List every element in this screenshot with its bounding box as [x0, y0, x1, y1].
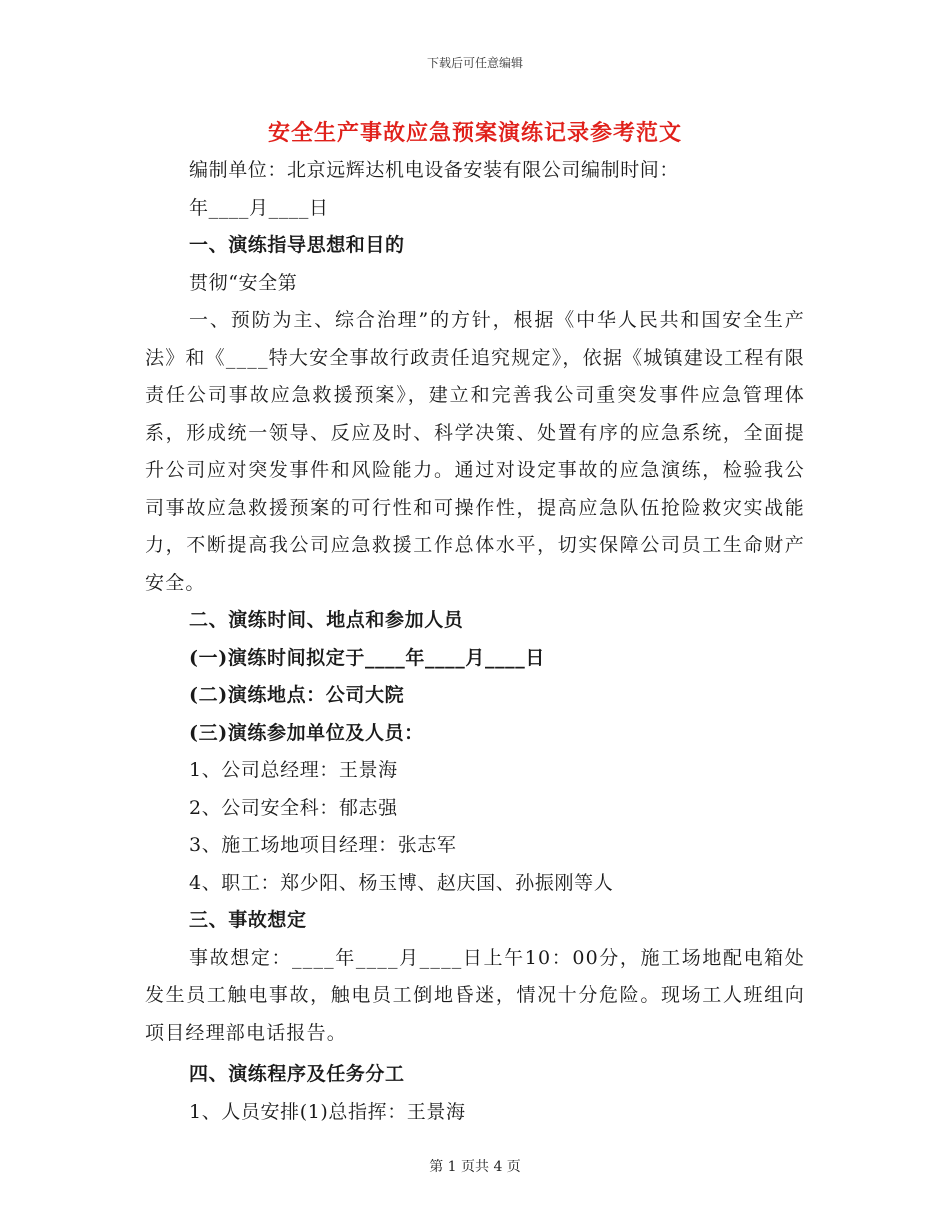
section1-paragraph: 一、预防为主、综合治理”的方针，根据《中华人民共和国安全生产法》和《____特大安全事故行政责任追究规定》，依据《城镇建设工程有限责任公司事故应急救援预案》，建立和完善我公司重突发事件应急管理体系，形成统一领导、反应及时、科学决策、处置有序的应急系统，全面提升公司应对突发事件和风险能力。通过对设定事故的应急演练，检验我公司事故应急救援预案的可行性和可操作性，提高应急队伍抢险救灾实战能力，不断提高我公司应急救援工作总体水平，切实保障公司员工生命财产安全。 — [145, 309, 805, 594]
section4-first-line: 1、人员安排(1)总指挥：王景海 — [189, 1100, 466, 1123]
drill-time: (一)演练时间拟定于____年____月____日 — [189, 646, 545, 669]
date-line: 年____月____日 — [189, 196, 329, 219]
participant-item: 3、施工场地项目经理：张志军 — [189, 834, 457, 856]
document-body — [145, 152, 805, 1131]
section3-paragraph: 事故想定：____年____月____日上午10：00分，施工场地配电箱处发生员工触电事故，触电员工倒地昏迷，情况十分危险。现场工人班组向项目经理部电话报告。 — [145, 946, 805, 1044]
participants-heading: (三)演练参加单位及人员： — [189, 721, 424, 744]
section-heading-4: 四、演练程序及任务分工 — [189, 1063, 405, 1085]
section-heading-1: 一、演练指导思想和目的 — [189, 234, 405, 256]
participant-item: 2、公司安全科：郁志强 — [189, 796, 398, 819]
participant-item: 4、职工：郑少阳、杨玉博、赵庆国、孙振刚等人 — [189, 871, 614, 894]
section-heading-2: 二、演练时间、地点和参加人员 — [189, 609, 464, 631]
header-note: 下载后可任意编辑 — [426, 56, 523, 70]
unit-line: 编制单位：北京远辉达机电设备安装有限公司编制时间： — [189, 159, 680, 181]
participant-item: 1、公司总经理：王景海 — [189, 759, 398, 781]
document-title: 安全生产事故应急预案演练记录参考范文 — [267, 120, 682, 146]
section1-first-line: 贯彻“安全第 — [189, 271, 298, 294]
drill-place: (二)演练地点：公司大院 — [189, 684, 405, 706]
page-footer: 第 1 页共 4 页 — [429, 1159, 521, 1175]
section-heading-3: 三、事故想定 — [189, 909, 307, 931]
